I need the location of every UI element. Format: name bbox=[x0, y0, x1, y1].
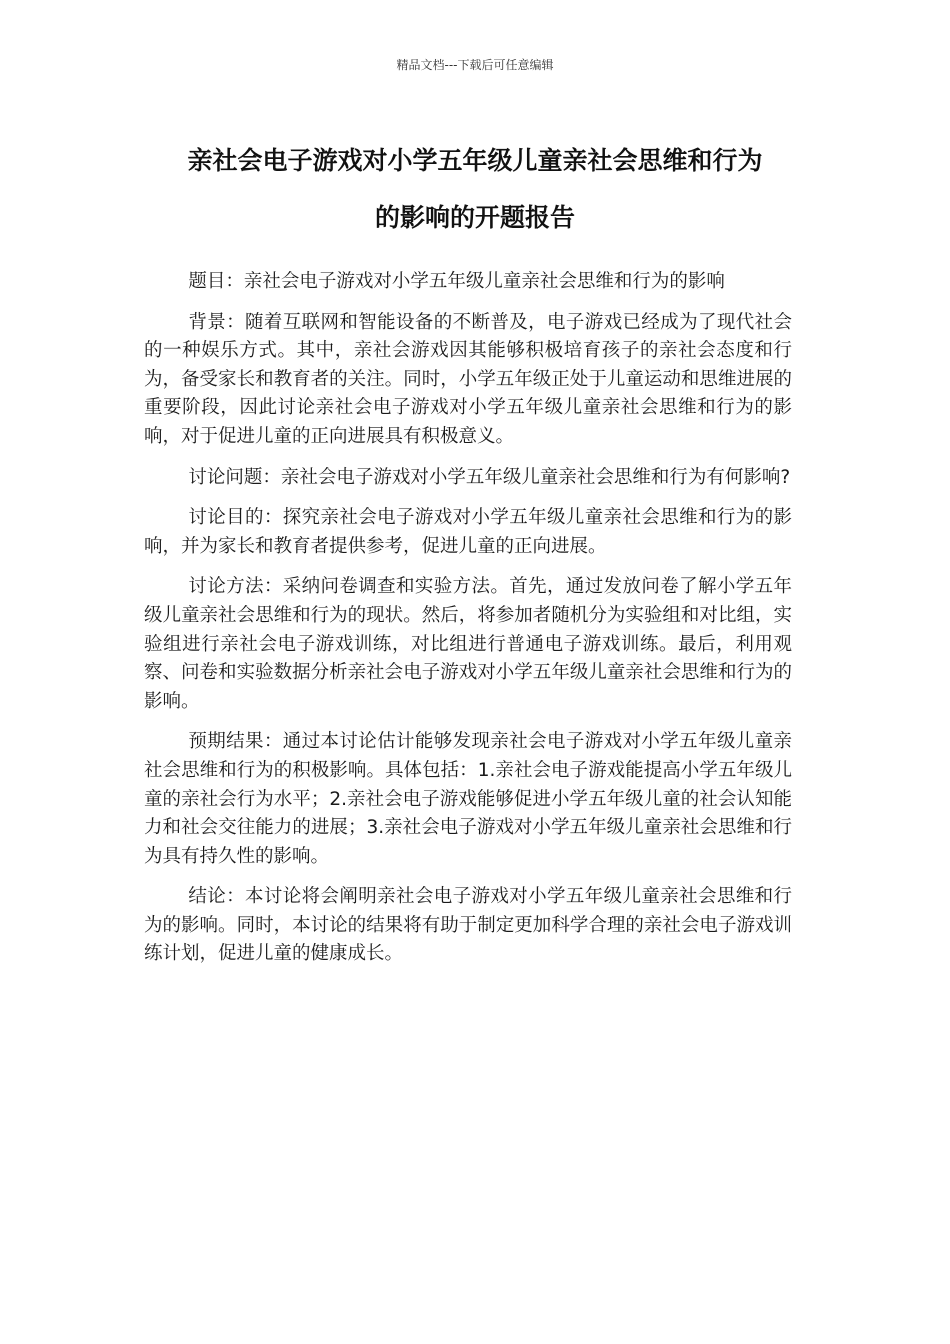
research-question-paragraph: 讨论问题：亲社会电子游戏对小学五年级儿童亲社会思维和行为有何影响? bbox=[188, 466, 791, 488]
research-purpose-paragraph: 讨论目的：探究亲社会电子游戏对小学五年级儿童亲社会思维和行为的影响，并为家长和教育者提供参考，促进儿童的正向进展。 bbox=[144, 507, 792, 557]
research-method-paragraph: 讨论方法：采纳问卷调查和实验方法。首先，通过发放问卷了解小学五年级儿童亲社会思维和行为的现状。然后，将参加者随机分为实验组和对比组，实验组进行亲社会电子游戏训练，对比组进行普通电子游戏训练。最后，利用观察、问卷和实验数据分析亲社会电子游戏对小学五年级儿童亲社会思维和行为的影响。 bbox=[144, 576, 792, 712]
document-body bbox=[144, 268, 792, 981]
document-title-line-2: 的影响的开题报告 bbox=[374, 203, 575, 232]
document-title-line-1: 亲社会电子游戏对小学五年级儿童亲社会思维和行为 bbox=[187, 146, 763, 175]
conclusion-paragraph: 结论：本讨论将会阐明亲社会电子游戏对小学五年级儿童亲社会思维和行为的影响。同时，本讨论的结果将有助于制定更加科学合理的亲社会电子游戏训练计划，促进儿童的健康成长。 bbox=[144, 886, 792, 965]
topic-paragraph: 题目：亲社会电子游戏对小学五年级儿童亲社会思维和行为的影响 bbox=[188, 271, 725, 292]
page-header-note: 精品文档---下载后可任意编辑 bbox=[396, 58, 554, 72]
background-paragraph: 背景：随着互联网和智能设备的不断普及，电子游戏已经成为了现代社会的一种娱乐方式。其中，亲社会游戏因其能够积极培育孩子的亲社会态度和行为，备受家长和教育者的关注。同时，小学五年级正处于儿童运动和思维进展的重要阶段，因此讨论亲社会电子游戏对小学五年级儿童亲社会思维和行为的影响，对于促进儿童的正向进展具有积极意义。 bbox=[144, 311, 792, 447]
document-title bbox=[140, 132, 810, 246]
expected-results-paragraph: 预期结果：通过本讨论估计能够发现亲社会电子游戏对小学五年级儿童亲社会思维和行为的积极影响。具体包括：1.亲社会电子游戏能提高小学五年级儿童的亲社会行为水平；2.亲社会电子游戏能够促进小学五年级儿童的社会认知能力和社会交往能力的进展；3.亲社会电子游戏对小学五年级儿童亲社会思维和行为具有持久性的影响。 bbox=[144, 731, 792, 867]
